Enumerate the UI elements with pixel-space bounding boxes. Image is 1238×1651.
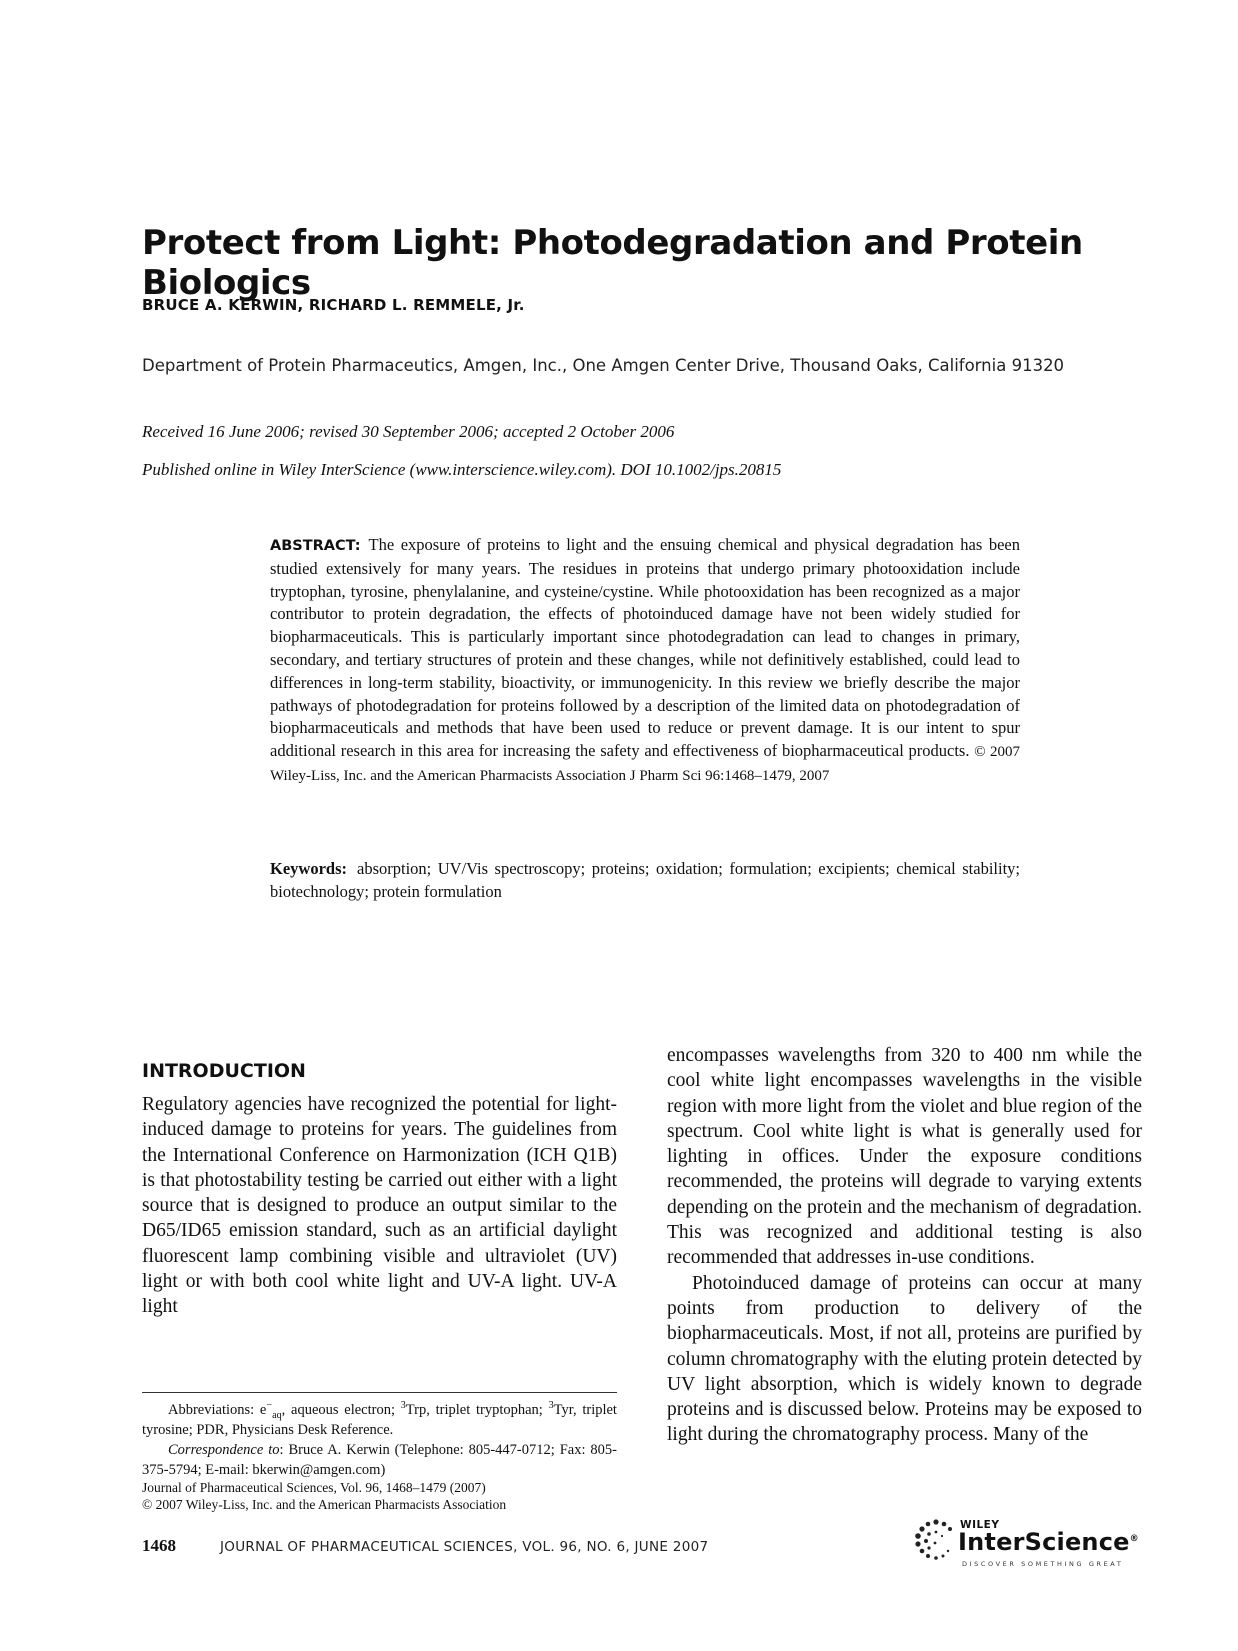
wiley-interscience-logo <box>914 1518 1144 1574</box>
page-number: 1468 <box>142 1536 176 1555</box>
registered-mark: ® <box>1129 1534 1139 1544</box>
running-title: JOURNAL OF PHARMACEUTICAL SCIENCES, VOL. 96, NO. 6, JUNE 2007 <box>220 1539 709 1555</box>
logo-tagline: DISCOVER SOMETHING GREAT <box>962 1560 1124 1568</box>
intro-paragraph-2: Photoinduced damage of proteins can occur at many points from production to delivery of the biopharmaceuticals. Most, if not all, proteins are purified by column chromatography with the eluting protein detected by UV light absorption, which is widely known to degrade proteins and is discussed below. Proteins may be exposed to light during the chromatography process. Many of the <box>667 1272 1142 1446</box>
abbreviations-part-3: Tyr, triplet tyrosine; PDR, Physicians Desk Reference. <box>142 1402 617 1438</box>
correspondence-text: : Bruce A. Kerwin (Telephone: 805-447-0712; Fax: 805-375-5794; E-mail: bkerwin@amgen.com) <box>142 1442 617 1478</box>
trp-superscript: 3 <box>400 1400 406 1412</box>
logo-wiley-text: WILEY <box>960 1519 1000 1531</box>
copyright-line: © 2007 Wiley-Liss, Inc. and the American Pharmacists Association <box>142 1497 507 1512</box>
abbreviations-label: Abbreviations: e <box>168 1402 267 1418</box>
journal-line: Journal of Pharmaceutical Sciences, Vol. 96, 1468–1479 (2007) <box>142 1480 486 1495</box>
tyr-superscript: 3 <box>548 1400 554 1412</box>
left-column <box>142 1092 617 1320</box>
footnote-divider <box>142 1392 617 1393</box>
keywords <box>270 858 1020 904</box>
electron-subscript: aq <box>272 1409 282 1421</box>
keywords-text: absorption; UV/Vis spectroscopy; proteins; oxidation; formulation; excipients; chemical stability; biotechnology; protein formulation <box>270 859 1020 901</box>
abstract-text: The exposure of proteins to light and the ensuing chemical and physical degradation has been studied extensively for many years. The residues in proteins that undergo primary photooxidation include tryptophan, tyrosine, phenylalanine, and cysteine/cystine. While photooxidation has been recognized as a major contributor to protein degradation, the effects of photoinduced damage have not been widely studied for biopharmaceuticals. This is particularly important since photodegradation can lead to changes in primary, secondary, and tertiary structures of protein and these changes, while not definitively established, could lead to differences in long-term stability, bioactivity, or immunogenicity. In this review we briefly describe the major pathways of photodegradation for proteins followed by a description of the limited data on photodegradation of biopharmaceuticals and methods that have been used to reduce or prevent damage. It is our intent to spur additional research in this area for increasing the safety and effectiveness of biopharmaceutical products. <box>270 535 1020 761</box>
correspondence-note <box>142 1440 617 1480</box>
journal-citation <box>142 1479 617 1513</box>
abbreviations-part-2: Trp, triplet tryptophan; <box>405 1402 549 1418</box>
publication-info: Published online in Wiley InterScience (www.interscience.wiley.com). DOI 10.1002/jps.20815 <box>142 460 782 479</box>
logo-interscience-wordmark <box>958 1528 1139 1556</box>
abbreviations-note <box>142 1400 617 1440</box>
abstract <box>270 534 1020 788</box>
dot-swirl-icon <box>914 1518 958 1562</box>
history-dates: Received 16 June 2006; revised 30 September 2006; accepted 2 October 2006 <box>142 422 675 441</box>
logo-interscience-text: InterScience <box>958 1528 1130 1556</box>
footnotes <box>142 1400 617 1480</box>
intro-paragraph-1: Regulatory agencies have recognized the potential for light-induced damage to proteins for years. The guidelines from the International Conference on Harmonization (ICH Q1B) is that photostability testing be carried out either with a light source that is designed to produce an output similar to the D65/ID65 emission standard, such as an artificial daylight fluorescent lamp combining visible and ultraviolet (UV) light or with both cool white light and UV-A light. UV-A light <box>142 1094 617 1318</box>
author-list: BRUCE A. KERWIN, RICHARD L. REMMELE, Jr. <box>142 296 525 314</box>
abstract-label: ABSTRACT: <box>270 538 361 554</box>
affiliation: Department of Protein Pharmaceutics, Amgen, Inc., One Amgen Center Drive, Thousand Oaks, California 91320 <box>142 356 1065 375</box>
right-column <box>667 1043 1142 1448</box>
section-heading-introduction: INTRODUCTION <box>142 1059 306 1082</box>
abbreviations-part-1: , aqueous electron; <box>281 1402 401 1418</box>
correspondence-label: Correspondence to <box>168 1442 280 1458</box>
keywords-label: Keywords: <box>270 859 347 878</box>
abstract-copyright: © 2007 Wiley-Liss, Inc. and the American Pharmacists Association J Pharm Sci 96:1468–1479, 2007 <box>270 744 1020 784</box>
article-title: Protect from Light: Photodegradation and Protein Biologics <box>142 222 1083 303</box>
intro-paragraph-1-continued: encompasses wavelengths from 320 to 400 nm while the cool white light encompasses wavelengths in the visible region with more light from the violet and blue region of the spectrum. Cool white light is what is generally used for lighting in offices. Under the exposure conditions recommended, the proteins will degrade to varying extents depending on the protein and the mechanism of degradation. This was recognized and additional testing is also recommended that addresses in-use conditions. <box>667 1045 1142 1269</box>
electron-charge: − <box>266 1400 273 1412</box>
